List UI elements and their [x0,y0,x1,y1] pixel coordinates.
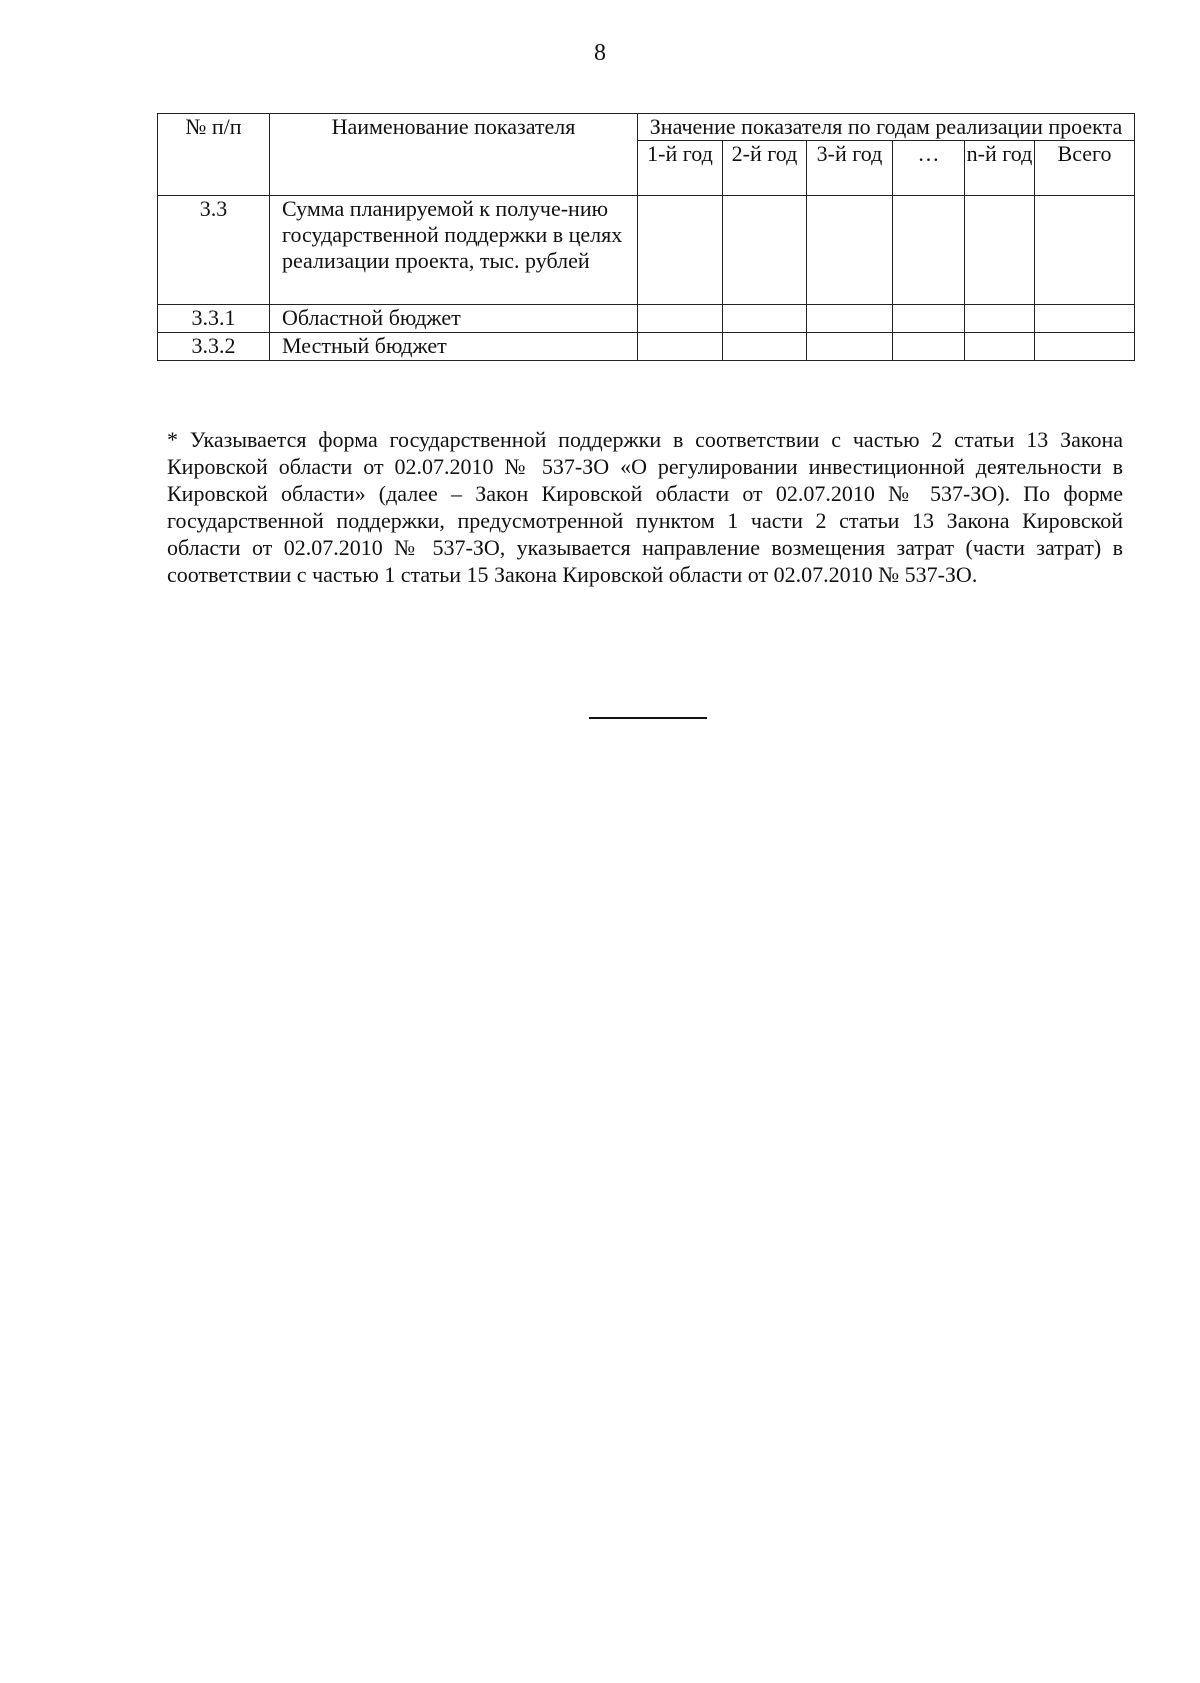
value-cell [638,305,723,333]
header-years-group: Значение показателя по годам реализации проекта [638,114,1135,141]
header-year-n: n-й год [965,141,1035,196]
header-year-3: 3-й год [807,141,893,196]
value-cell [965,305,1035,333]
table-row [158,196,1135,305]
row-name: Сумма планируемой к получе-нию государственной поддержки в целях реализации проекта, тыс. рублей [270,196,638,305]
table-row [158,305,1135,333]
row-number: 3.3.1 [158,305,270,333]
end-separator-line [589,717,707,719]
value-cell [807,305,893,333]
value-cell [807,333,893,361]
value-cell [723,333,807,361]
row-number: 3.3.2 [158,333,270,361]
table-row [158,333,1135,361]
header-year-2: 2-й год [723,141,807,196]
footnote: * Указывается форма государственной поддержки в соответствии с частью 2 статьи 13 Закона Кировской области от 02.07.2010 № 537-ЗО «О регулировании инвестиционной деятельности в Кировской области» (далее – Закон Кировской области от 02.07.2010 № 537-ЗО). По форме государственной поддержки, предусмотренной пунктом 1 части 2 статьи 13 Закона Кировской области от 02.07.2010 № 537-ЗО, указывается направление возмещения затрат (части затрат) в соответствии с частью 1 статьи 15 Закона Кировской области от 02.07.2010 № 537-ЗО. [167,427,1123,587]
row-name: Местный бюджет [270,333,638,361]
page-number: 8 [594,40,606,66]
value-cell [965,333,1035,361]
header-year-1: 1-й год [638,141,723,196]
value-cell [965,196,1035,305]
row-name: Областной бюджет [270,305,638,333]
indicators-table [157,113,1135,361]
value-cell [1035,196,1135,305]
value-cell [1035,305,1135,333]
value-cell [893,196,965,305]
header-row-top [158,114,1135,141]
header-num: № п/п [158,114,270,196]
header-name: Наименование показателя [270,114,638,196]
value-cell [638,333,723,361]
value-cell [893,305,965,333]
value-cell [638,196,723,305]
value-cell [723,305,807,333]
value-cell [807,196,893,305]
value-cell [723,196,807,305]
value-cell [893,333,965,361]
header-total: Всего [1035,141,1135,196]
row-number: 3.3 [158,196,270,305]
value-cell [1035,333,1135,361]
header-year-ellipsis: … [893,141,965,196]
